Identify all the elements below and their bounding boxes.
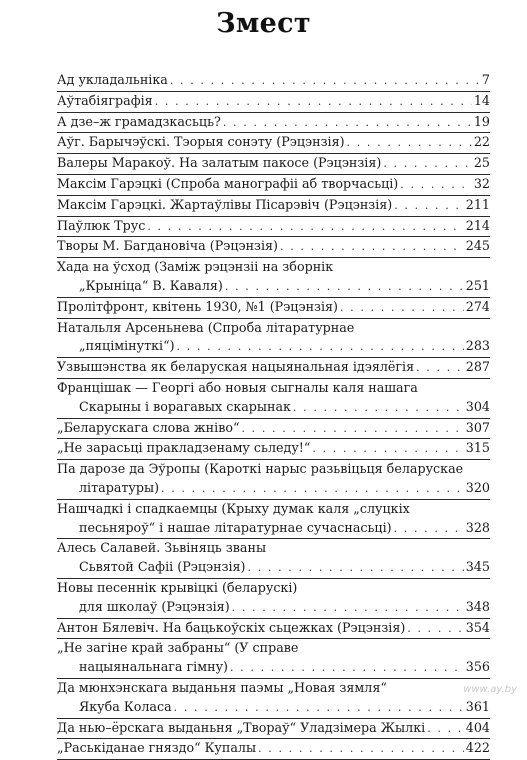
toc-page-number: 361 [465,698,490,714]
dot-leader [177,338,464,357]
toc-entry-title: Якуба Коласа [79,698,172,714]
dot-leader [161,480,464,499]
toc-entry [57,500,490,540]
toc-entry-title: Алесь Салавей. Зьвіняць званы [57,540,267,556]
toc-entry-title: „Не зарасьці пракладзенаму сьледу!“ [57,440,311,456]
toc-page-number: 283 [465,338,490,354]
toc-entry-title: „Беларускага слова жніво“ [57,419,240,435]
dot-leader [312,440,463,459]
toc-page-number: 356 [465,659,490,675]
dot-leader [230,659,464,678]
toc-entry [57,379,490,419]
toc-entry-title: Францішак — Георгі або новыя сыгналы каля нашага [57,379,418,395]
toc-page-number: 32 [473,175,490,191]
dot-leader [427,720,464,739]
toc-page-number: 304 [465,398,490,414]
toc-entry-line [57,319,490,338]
dot-leader [170,72,480,91]
toc-entry-line [57,460,490,479]
dot-leader [394,197,464,216]
toc-entry [57,154,490,175]
toc-entry-title: песьняроў“ і нашае літаратурнае сучаснасьці) [79,519,392,535]
toc-entry [57,679,490,719]
toc-entry-title: Пролітфронт, квітень 1930, №1 (Рэцэнзія) [57,298,338,314]
toc-page-number: 348 [465,598,490,614]
toc-entry-title: Новы песеннік крывіцкі (беларускі) [57,579,298,595]
toc-page-number: 14 [473,92,490,108]
toc-entry-line [57,519,490,539]
dot-leader [293,399,464,418]
toc-entry-line [57,598,490,618]
toc-entry-title: „пяцімінуткі“) [79,338,175,354]
toc-page-number: 287 [465,359,490,375]
toc-entry-title: Валеры Маракоў. На залатым пакосе (Рэцэнзія) [57,155,382,171]
toc-entry-line [57,679,490,698]
toc-entry [57,419,490,440]
toc-entry-line [57,337,490,357]
toc-entry-title: Антон Бялевіч. На бацькоўскіх сьцежках (Рэцэнзія) [57,619,406,635]
toc-entry-title: Па дарозе да Эўропы (Кароткі нарыс разьвіцьця беларускае [57,461,464,477]
toc-entry-line [57,439,490,459]
toc-entry-title: Творы М. Багдановіча (Рэцэнзія) [57,238,278,254]
page-title: Змест [216,8,311,39]
toc-page-number: 25 [473,155,490,171]
toc-page-number: 328 [465,519,490,535]
toc-entry-line [57,217,490,237]
toc-entry [57,133,490,154]
toc-entry-title: Да нью–ёрскага выданьня „Твораў“ Уладзімера Жылкі [57,719,426,735]
dot-leader [416,359,464,378]
toc-page-number: 251 [465,277,490,293]
toc-page-number: 211 [465,196,490,212]
toc-entry-line [57,196,490,216]
toc-entry-line [57,719,490,739]
dot-leader [155,93,472,112]
toc-entry-title: Хада на ўсход (Заміж рэцэнзіі на зборнік [57,259,334,275]
toc-entry [57,460,490,500]
toc-entry-line [57,479,490,499]
toc-page-number: 245 [465,238,490,254]
toc-entry-title: „Крыніца“ В. Каваля) [79,277,223,293]
toc-entry-title: Ад укладальніка [57,72,168,87]
dot-leader [147,218,463,237]
toc-entry-line [57,419,490,439]
toc-entry-title: для школаў (Рэцэнзія) [79,598,230,614]
toc-entry-line [57,154,490,174]
toc-page-number: 354 [465,619,490,635]
toc-entry-title: Скарыны і ворагавых скарынак [79,398,291,414]
toc-page-number: 320 [465,479,490,495]
toc-page-number: 315 [465,440,490,456]
toc-entry-title: Аўтабіяграфія [57,92,153,108]
toc-entry [57,739,490,760]
toc-entry-line [57,258,490,277]
toc-entry-title: літаратуры) [79,479,160,495]
dot-leader [340,299,464,318]
toc-entry [57,217,490,238]
toc-entry-line [57,500,490,519]
toc-entry-title: нацыянальнага гімну) [79,659,228,675]
toc-entry [57,92,490,113]
toc-entry-title: „Раськіданае гняздо“ Купалы [57,740,257,756]
toc-entry-title: Максім Гарэцкі (Спроба манографіі аб творчасьці) [57,175,399,191]
toc-entry-line [57,71,490,91]
dot-leader [232,599,464,618]
toc-entry-line [57,558,490,578]
toc-entry-line [57,277,490,297]
toc-entry-line [57,539,490,558]
toc-entry-line [57,175,490,195]
toc-entry [57,619,490,640]
dot-leader [258,740,464,759]
toc-entry-line [57,133,490,153]
toc-entry-title: Максім Гарэцкі. Жартаўлівы Пісарэвіч (Рэцэнзія) [57,196,393,212]
toc-entry [57,639,490,679]
toc-entry [57,258,490,298]
toc-page-number: 345 [465,559,490,575]
dot-leader [407,620,463,639]
toc-entry [57,319,490,359]
toc-entry-title: Паўлюк Трус [57,217,146,233]
toc-entry [57,196,490,217]
toc-entry-line [57,739,490,759]
dot-leader [241,420,463,439]
toc-entry-line [57,398,490,418]
dot-leader [248,559,464,578]
toc-entry [57,439,490,460]
toc-entry-line [57,237,490,257]
table-of-contents [57,71,490,760]
toc-page-number: 214 [465,217,490,233]
toc-entry [57,539,490,579]
toc-entry-line [57,92,490,112]
toc-entry-line [57,639,490,658]
toc-page-number: 22 [473,134,490,150]
toc-entry-title: А дзе–ж грамадзкасьць? [57,113,221,129]
toc-entry-line [57,113,490,133]
toc-page-number: 274 [465,298,490,314]
toc-entry-title: Да мюнхэнскага выданьня паэмы „Новая зямля“ [57,679,387,695]
toc-entry [57,113,490,134]
toc-entry [57,358,490,379]
watermark: www.ay.by [463,684,517,695]
toc-entry-title: „Не загіне край забраны“ (У справе [57,640,299,656]
toc-page-number: 307 [465,419,490,435]
dot-leader [400,176,472,195]
toc-page-number: 19 [473,113,490,129]
toc-page-number: 422 [465,740,490,756]
toc-entry-line [57,298,490,318]
dot-leader [225,278,464,297]
toc-entry-line [57,698,490,718]
toc-entry [57,298,490,319]
dot-leader [280,238,464,257]
toc-entry-title: Аўг. Барычэўскі. Тэорыя сонэту (Рэцэнзія) [57,134,345,150]
toc-entry [57,719,490,740]
toc-entry [57,579,490,619]
toc-entry-line [57,619,490,639]
toc-entry [57,175,490,196]
toc-entry-line [57,658,490,678]
toc-entry-line [57,358,490,378]
dot-leader [174,699,464,718]
toc-entry-title: Узвышэнства як беларуская нацыянальная ідэялёгія [57,359,415,375]
dot-leader [223,114,472,133]
toc-page-number: 7 [481,72,490,87]
toc-entry-line [57,379,490,398]
toc-entry-title: Натальля Арсеньнева (Спроба літаратурнае [57,319,355,335]
dot-leader [394,520,464,539]
toc-entry-line [57,579,490,598]
toc-entry-title: Нашчадкі і спадкаемцы (Крыху думак каля „слуцкіх [57,500,410,516]
toc-page-number: 404 [465,719,490,735]
toc-entry-title: Сьвятой Сафіі (Рэцэнзія) [79,559,246,575]
toc-entry [57,237,490,258]
dot-leader [383,155,472,174]
dot-leader [347,134,472,153]
toc-entry [57,71,490,92]
